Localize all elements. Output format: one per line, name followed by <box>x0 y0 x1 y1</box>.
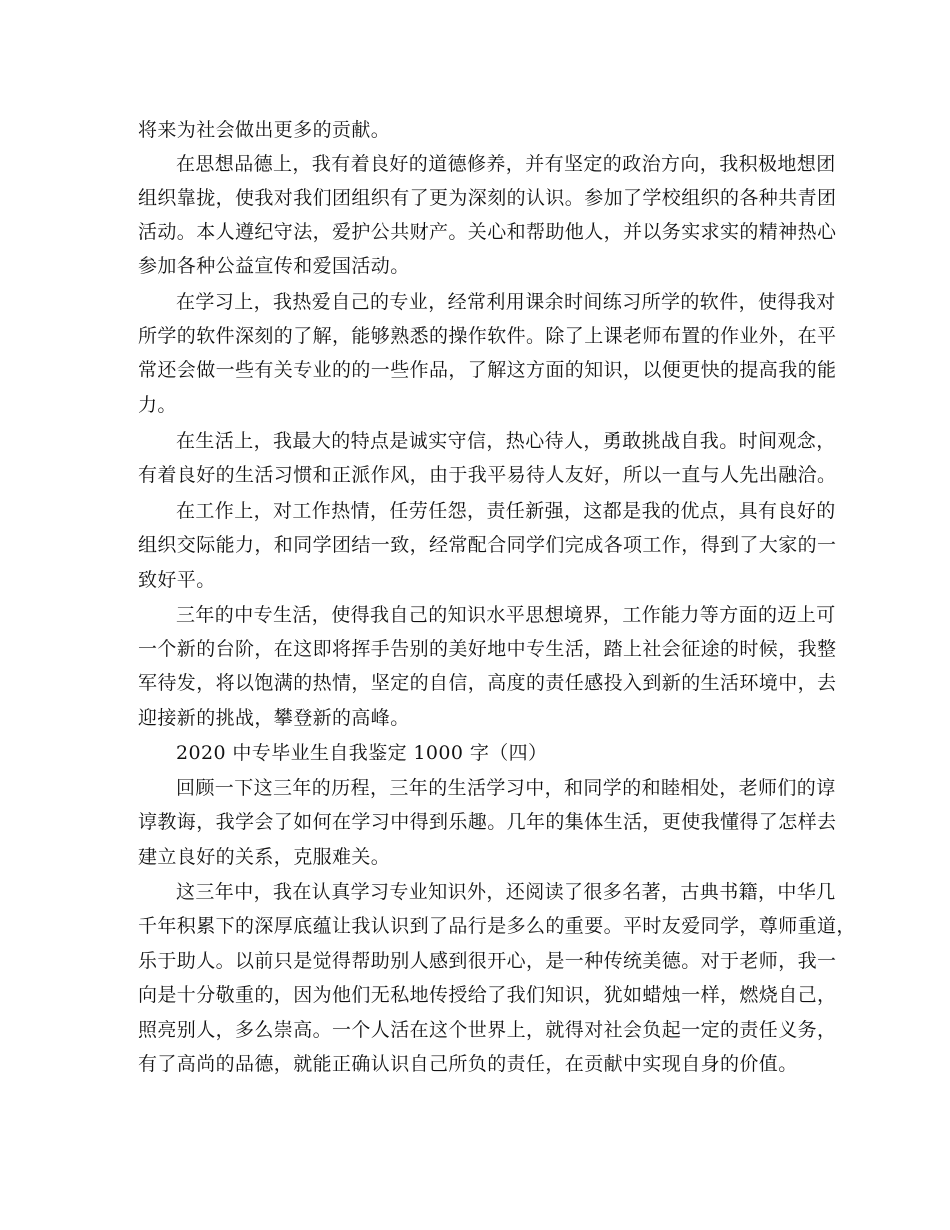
paragraph-reading-line-3: 乐于助人。以前只是觉得帮助别人感到很开心，是一种传统美德。对于老师，我一 <box>138 950 837 972</box>
paragraph-study-line-3: 常还会做一些有关专业的的一些作品，了解这方面的知识，以便更快的提高我的能 <box>138 359 837 381</box>
paragraph-life-line-2: 有着良好的生活习惯和正派作风，由于我平易待人友好，所以一直与人先出融洽。 <box>138 464 837 486</box>
paragraph-work-line-2: 组织交际能力，和同学团结一致，经常配合同学们完成各项工作，得到了大家的一 <box>138 534 837 556</box>
section-heading: 2020 中专毕业生自我鉴定 1000 字（四） <box>176 742 548 764</box>
paragraph-review-line-3: 建立良好的关系，克服难关。 <box>138 846 391 868</box>
paragraph-summary-line-1: 三年的中专生活，使得我自己的知识水平思想境界，工作能力等方面的迈上可 <box>176 604 836 626</box>
paragraph-moral-line-3: 活动。本人遵纪守法，爱护公共财产。关心和帮助他人，并以务实求实的精神热心 <box>138 221 837 243</box>
paragraph-study-line-4: 力。 <box>138 394 177 416</box>
paragraph-work-line-1: 在工作上，对工作热情，任劳任怨，责任新强，这都是我的优点，具有良好的 <box>176 500 836 522</box>
text-line-continuation: 将来为社会做出更多的贡献。 <box>138 119 391 141</box>
paragraph-reading-line-4: 向是十分敬重的，因为他们无私地传授给了我们知识，犹如蜡烛一样，燃烧自己， <box>138 984 837 1006</box>
paragraph-reading-line-1: 这三年中，我在认真学习专业知识外，还阅读了很多名著，古典书籍，中华几 <box>176 881 836 903</box>
paragraph-review-line-1: 回顾一下这三年的历程，三年的生活学习中，和同学的和睦相处，老师们的谆 <box>176 777 836 799</box>
paragraph-review-line-2: 谆教诲，我学会了如何在学习中得到乐趣。几年的集体生活，更使我懂得了怎样去 <box>138 811 837 833</box>
paragraph-work-line-3: 致好平。 <box>138 569 216 591</box>
paragraph-reading-line-5: 照亮别人，多么崇高。一个人活在这个世界上，就得对社会负起一定的责任义务， <box>138 1019 837 1041</box>
paragraph-moral-line-2: 组织靠拢，使我对我们团组织有了更为深刻的认识。参加了学校组织的各种共青团 <box>138 187 837 209</box>
paragraph-study-line-1: 在学习上，我热爱自己的专业，经常利用课余时间练习所学的软件，使得我对 <box>176 291 836 313</box>
paragraph-life-line-1: 在生活上，我最大的特点是诚实守信，热心待人，勇敢挑战自我。时间观念， <box>176 430 836 452</box>
paragraph-summary-line-4: 迎接新的挑战，攀登新的高峰。 <box>138 707 410 729</box>
paragraph-summary-line-2: 一个新的台阶，在这即将挥手告别的美好地中专生活，踏上社会征途的时候，我整 <box>138 638 837 660</box>
paragraph-reading-line-6: 有了高尚的品德，就能正确认识自己所负的责任，在贡献中实现自身的价值。 <box>138 1053 798 1075</box>
paragraph-study-line-2: 所学的软件深刻的了解，能够熟悉的操作软件。除了上课老师布置的作业外，在平 <box>138 325 837 347</box>
paragraph-reading-line-2: 千年积累下的深厚底蕴让我认识到了品行是多么的重要。平时友爱同学，尊师重道， <box>138 915 856 937</box>
paragraph-moral-line-1: 在思想品德上，我有着良好的道德修养，并有坚定的政治方向，我积极地想团 <box>176 153 836 175</box>
paragraph-moral-line-4: 参加各种公益宣传和爱国活动。 <box>138 255 410 277</box>
paragraph-summary-line-3: 军待发，将以饱满的热情，坚定的自信，高度的责任感投入到新的生活环境中，去 <box>138 672 837 694</box>
